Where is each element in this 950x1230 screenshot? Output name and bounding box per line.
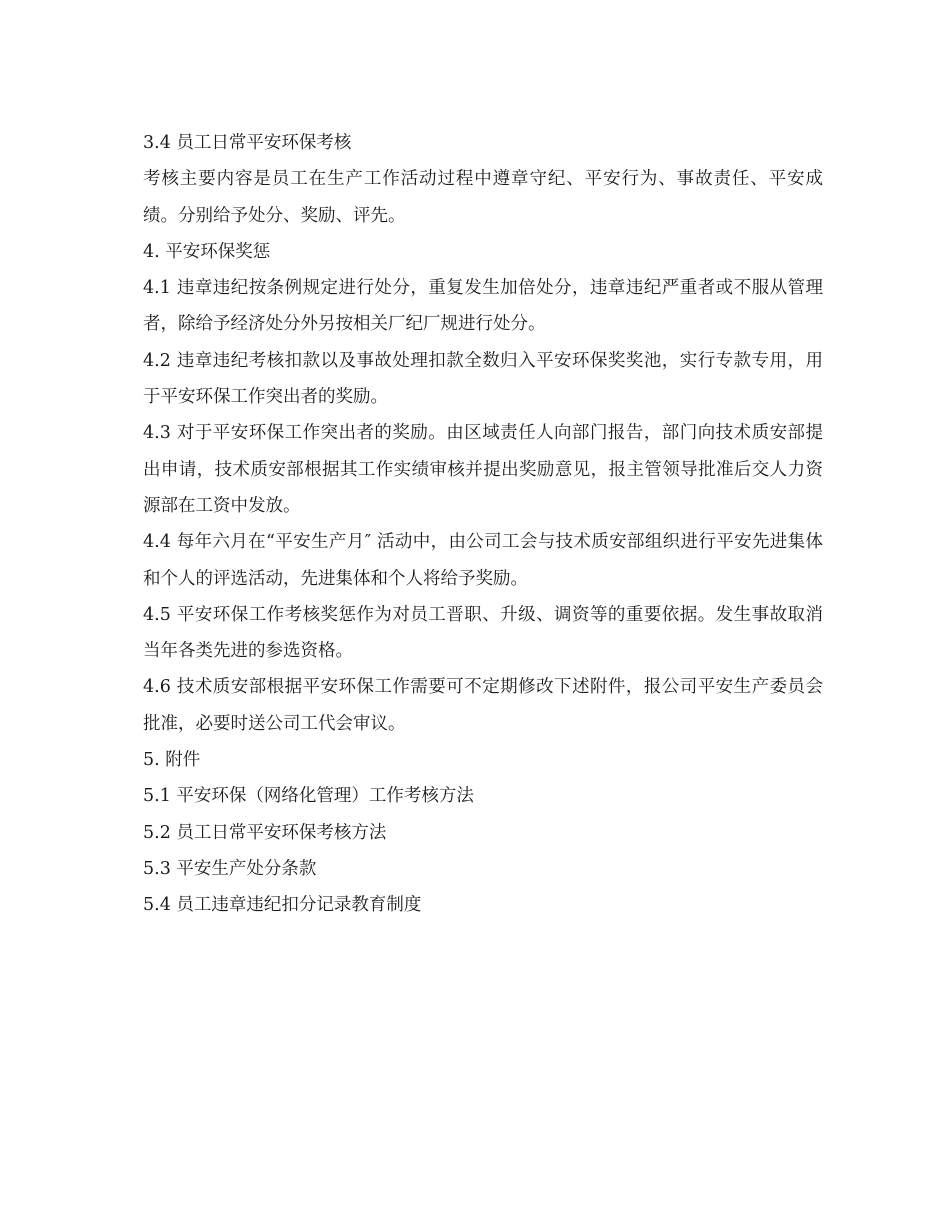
section-heading-5: 5. 附件	[143, 750, 201, 771]
attachment-item-5-2: 5.2 员工日常平安环保考核方法	[143, 822, 387, 843]
section-heading-3-4: 3.4 员工日常平安环保考核	[143, 133, 352, 153]
attachment-item-5-4: 5.4 员工违章违纪扣分记录教育制度	[143, 895, 422, 916]
paragraph-assessment-content: 考核主要内容是员工在生产工作活动过程中遵章守纪、平安行为、事故责任、平安成绩。分别给予处分、奖励、评先。	[143, 169, 823, 226]
paragraph-4-2: 4.2 违章违纪考核扣款以及事故处理扣款全数归入平安环保奖奖池，实行专款专用，用于平安环保工作突出者的奖励。	[143, 350, 823, 408]
paragraph-4-4: 4.4 每年六月在“平安生产月″ 活动中，由公司工会与技术质安部组织进行平安先进集体和个人的评选活动，先进集体和个人将给予奖励。	[143, 532, 823, 589]
document-body	[143, 125, 823, 924]
attachment-item-5-1: 5.1 平安环保（网络化管理）工作考核方法	[143, 786, 474, 807]
paragraph-4-5: 4.5 平安环保工作考核奖惩作为对员工晋职、升级、调资等的重要依据。发生事故取消当年各类先进的参选资格。	[143, 604, 823, 662]
attachment-item-5-3: 5.3 平安生产处分条款	[143, 858, 317, 879]
section-heading-4: 4. 平安环保奖惩	[143, 241, 271, 262]
paragraph-4-3: 4.3 对于平安环保工作突出者的奖励。由区域责任人向部门报告，部门向技术质安部提出申请，技术质安部根据其工作实绩审核并提出奖励意见，报主管领导批准后交人力资源部在工资中发放。	[143, 423, 823, 516]
paragraph-4-1: 4.1 违章违纪按条例规定进行处分，重复发生加倍处分，违章违纪严重者或不服从管理者，除给予经济处分外另按相关厂纪厂规进行处分。	[143, 278, 823, 335]
paragraph-4-6: 4.6 技术质安部根据平安环保工作需要可不定期修改下述附件，报公司平安生产委员会批准，必要时送公司工代会审议。	[143, 677, 823, 734]
